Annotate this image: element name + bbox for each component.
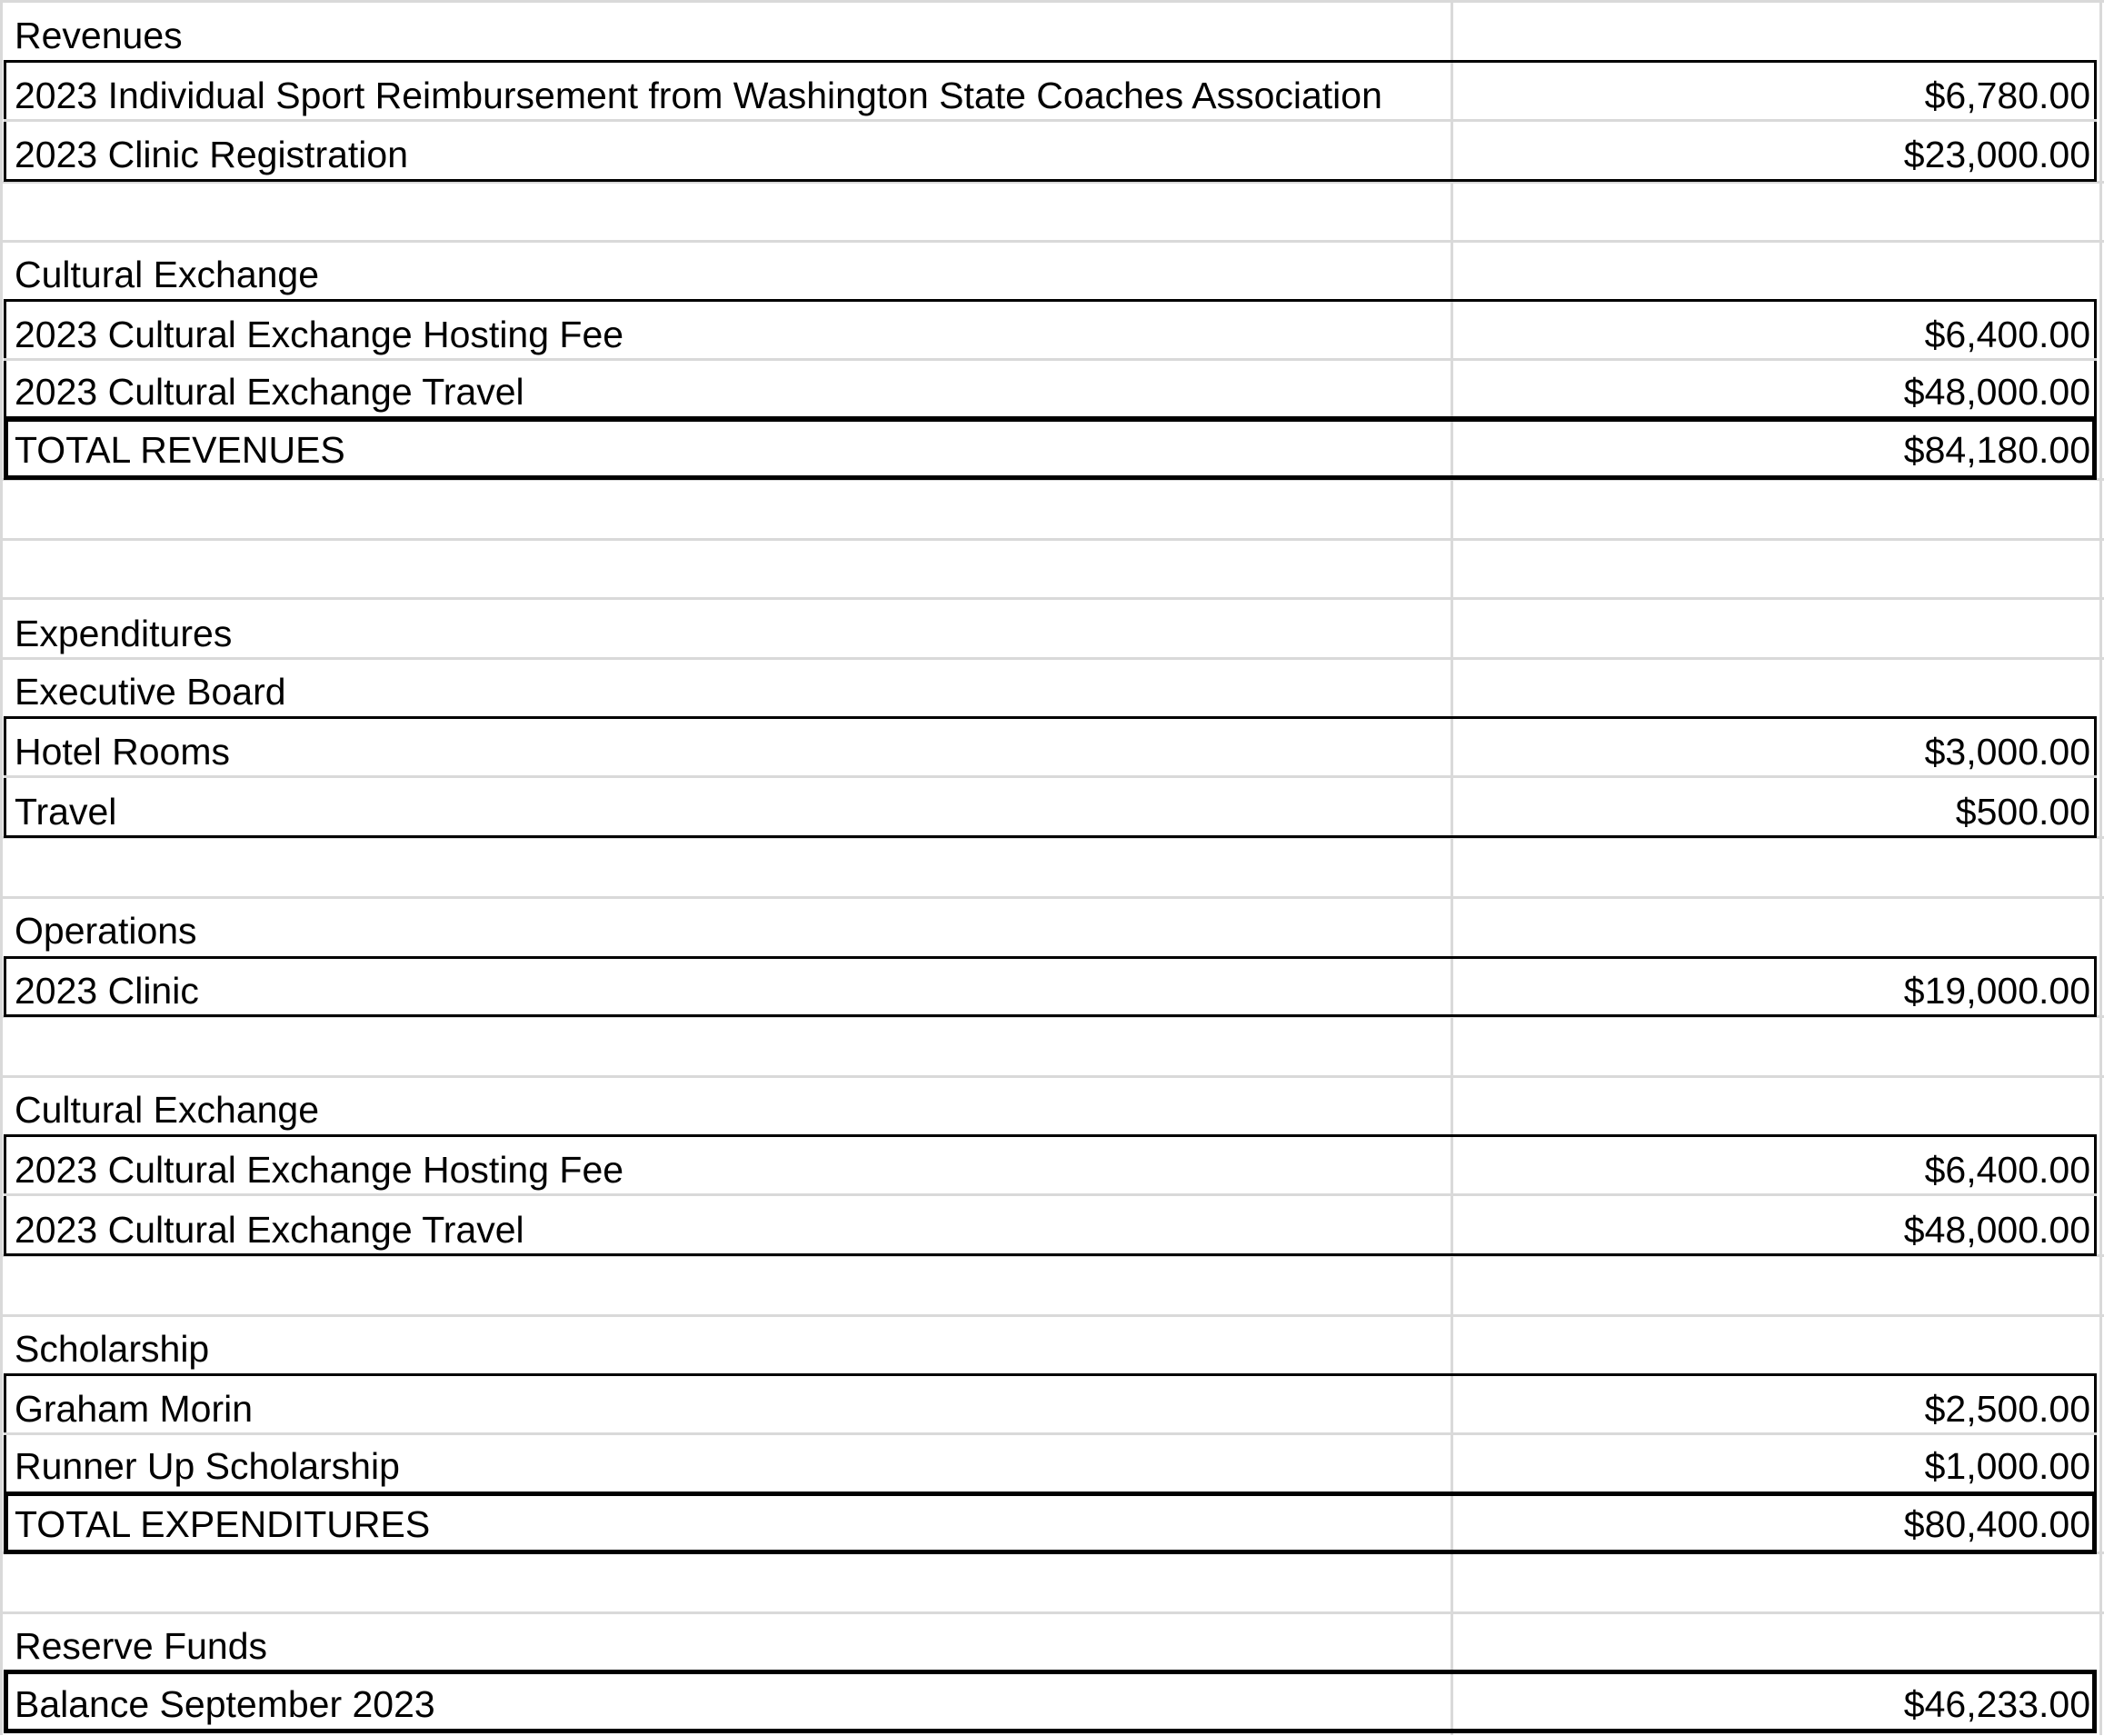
row-label: Cultural Exchange bbox=[15, 1089, 320, 1131]
row-label: TOTAL EXPENDITURES bbox=[15, 1503, 431, 1545]
row-scholarship-header bbox=[0, 1317, 2104, 1374]
row-amount: $80,400.00 bbox=[1903, 1503, 2090, 1545]
row-cultural-hosting-fee-expense bbox=[0, 1138, 2104, 1195]
row-amount: $6,400.00 bbox=[1924, 314, 2090, 355]
gridline bbox=[0, 597, 2104, 600]
row-label: 2023 Clinic bbox=[15, 970, 199, 1012]
row-amount: $500.00 bbox=[1955, 791, 2090, 833]
row-label: 2023 Cultural Exchange Hosting Fee bbox=[15, 314, 624, 355]
row-cultural-hosting-fee bbox=[0, 303, 2104, 360]
row-amount: $3,000.00 bbox=[1924, 731, 2090, 773]
row-amount: $19,000.00 bbox=[1903, 970, 2090, 1012]
gridline bbox=[0, 538, 2104, 541]
row-reserve-funds-header bbox=[0, 1614, 2104, 1671]
row-balance-september-2023 bbox=[0, 1672, 2104, 1730]
row-label: Graham Morin bbox=[15, 1388, 254, 1430]
row-hotel-rooms bbox=[0, 720, 2104, 777]
row-label: Cultural Exchange bbox=[15, 254, 320, 295]
row-label: Scholarship bbox=[15, 1328, 210, 1370]
row-cultural-travel bbox=[0, 360, 2104, 417]
row-label: 2023 Individual Sport Reimbursement from Washington State Coaches Association bbox=[15, 75, 1382, 116]
row-amount: $2,500.00 bbox=[1924, 1388, 2090, 1430]
row-label: Hotel Rooms bbox=[15, 731, 230, 773]
row-cultural-exchange-expense-header bbox=[0, 1078, 2104, 1135]
row-operations-header bbox=[0, 899, 2104, 956]
row-label: Reserve Funds bbox=[15, 1625, 268, 1667]
row-revenues-header bbox=[0, 4, 2104, 61]
row-label: Revenues bbox=[15, 15, 183, 56]
row-runner-up-scholarship bbox=[0, 1434, 2104, 1492]
row-individual-sport-reimbursement bbox=[0, 64, 2104, 121]
gridline bbox=[0, 0, 2104, 3]
row-graham-morin bbox=[0, 1377, 2104, 1434]
row-total-expenditures bbox=[0, 1492, 2104, 1550]
row-label: Operations bbox=[15, 910, 197, 952]
row-executive-board-header bbox=[0, 660, 2104, 717]
row-total-revenues bbox=[0, 418, 2104, 475]
row-label: 2023 Cultural Exchange Travel bbox=[15, 1209, 524, 1251]
row-amount: $23,000.00 bbox=[1903, 134, 2090, 175]
row-amount: $6,780.00 bbox=[1924, 75, 2090, 116]
row-label: Runner Up Scholarship bbox=[15, 1445, 400, 1487]
row-label: 2023 Clinic Registration bbox=[15, 134, 409, 175]
row-amount: $84,180.00 bbox=[1903, 429, 2090, 471]
row-clinic bbox=[0, 959, 2104, 1016]
row-label: TOTAL REVENUES bbox=[15, 429, 345, 471]
row-amount: $6,400.00 bbox=[1924, 1149, 2090, 1191]
row-label: 2023 Cultural Exchange Hosting Fee bbox=[15, 1149, 624, 1191]
row-label: 2023 Cultural Exchange Travel bbox=[15, 371, 524, 413]
row-amount: $48,000.00 bbox=[1903, 371, 2090, 413]
row-cultural-travel-expense bbox=[0, 1198, 2104, 1255]
row-cultural-exchange-header bbox=[0, 243, 2104, 300]
row-amount: $46,233.00 bbox=[1903, 1683, 2090, 1725]
row-travel bbox=[0, 780, 2104, 837]
row-amount: $1,000.00 bbox=[1924, 1445, 2090, 1487]
row-label: Travel bbox=[15, 791, 117, 833]
row-label: Balance September 2023 bbox=[15, 1683, 435, 1725]
row-label: Executive Board bbox=[15, 671, 286, 713]
row-clinic-registration bbox=[0, 123, 2104, 180]
row-label: Expenditures bbox=[15, 613, 233, 654]
row-amount: $48,000.00 bbox=[1903, 1209, 2090, 1251]
row-expenditures-header bbox=[0, 602, 2104, 659]
